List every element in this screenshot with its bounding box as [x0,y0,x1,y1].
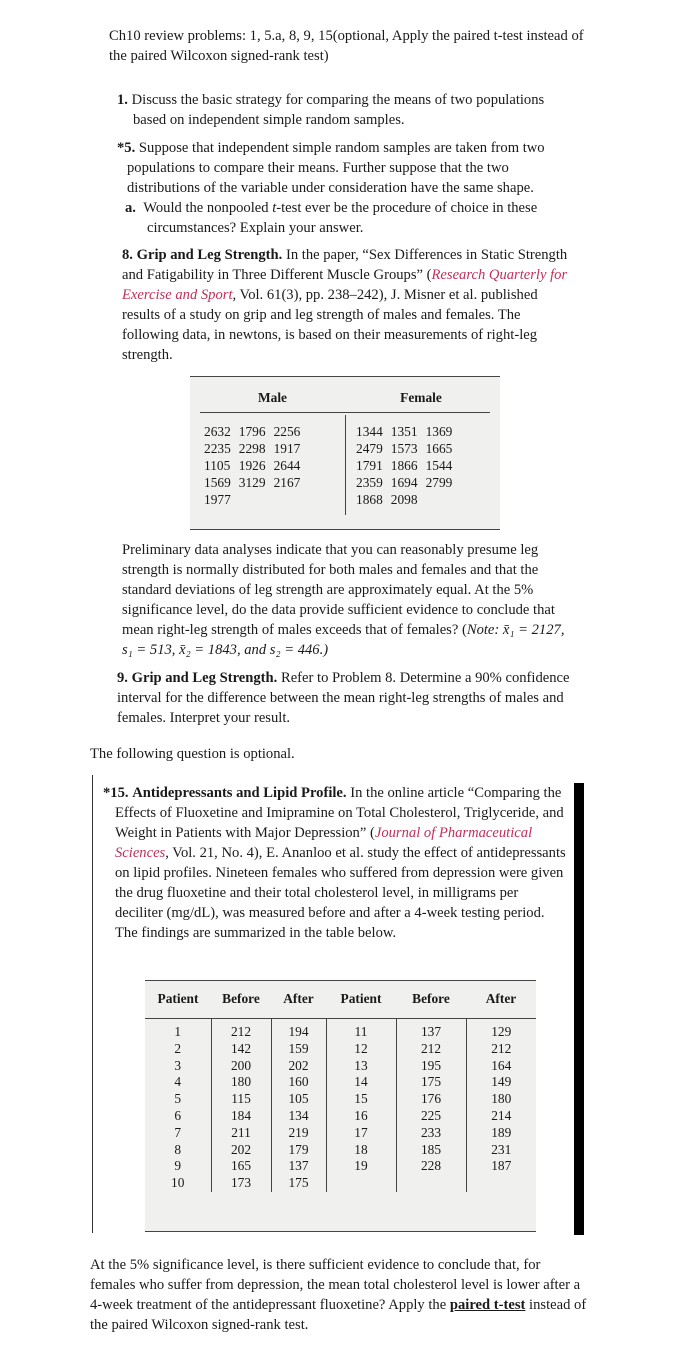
female-cell: 2479 [356,441,383,456]
table-cell: 16 [326,1108,396,1125]
table-cell: 225 [396,1108,466,1125]
female-cell: 2359 [356,475,383,490]
problem-8-continued [122,540,572,660]
table-cell: 134 [271,1108,326,1125]
table-cell: 231 [466,1142,536,1159]
female-cell: 2799 [425,475,453,490]
column-header: Patient [157,991,199,1006]
table-cell: 4 [174,1074,182,1090]
male-header: Male [258,390,287,405]
table-row [145,1108,536,1125]
female-cell: 1351 [390,424,418,439]
table-bottom-rule [190,529,500,530]
female-row [352,491,456,508]
problem-text: Refer to Problem 8. Determine a 90% confidence interval for the difference between the mean right-leg strengths of males and females. Interpret your result. [117,670,570,726]
female-cell: 1544 [425,458,453,473]
female-cell: 1573 [390,441,418,456]
male-cell: 1926 [238,458,266,473]
italic-t: t [272,200,277,216]
table-cell: 7 [174,1124,182,1140]
problem-text: In the paper, “Sex Differences in Static Strength and Fatigability in Three Different Muscle Groups” ( [122,247,568,283]
table-cell: 211 [211,1125,271,1142]
table-cell: 11 [326,1018,396,1041]
column-header: Before [412,991,450,1006]
cholesterol-table [145,980,536,1192]
female-row [352,423,456,440]
table-bottom-rule [145,1231,536,1232]
optional-right-bar [574,783,584,1235]
table-cell: 164 [466,1058,536,1075]
table-cell: 165 [211,1158,271,1175]
male-row [200,457,304,474]
table-cell: 228 [396,1158,466,1175]
table-cell: 19 [326,1158,396,1175]
male-row [200,423,304,440]
table-row [145,1018,536,1041]
table-cell: 142 [211,1041,271,1058]
male-cell: 1105 [204,458,231,473]
journal-name: Journal of Pharmaceutical Sciences [115,825,533,861]
table-cell: 105 [271,1091,326,1108]
table-cell: 160 [271,1074,326,1091]
column-header: Patient [340,991,382,1006]
female-cell: 2098 [390,492,418,507]
table-row [145,1058,536,1075]
problem-title: Antidepressants and Lipid Profile. [132,785,347,801]
table-row [145,1175,536,1192]
problem-text: Suppose that independent simple random samples are taken from two populations to compare their means. Further suppose that the two distributions of the variable under consideration have the same shape. [127,140,545,196]
male-row [200,474,304,491]
female-cell [422,491,457,508]
male-row [200,440,304,457]
part-text-2: -test ever be the procedure of choice in these circumstances? Explain your answer. [147,200,538,236]
table-cell: 233 [396,1125,466,1142]
question-text-2: instead of the paired Wilcoxon signed-rank test. [90,1297,587,1333]
table-cell: 202 [271,1058,326,1075]
table-cell: 17 [326,1125,396,1142]
problem-number: *15. [103,785,129,801]
optional-left-bar [92,775,93,1233]
female-cell: 1791 [356,458,383,473]
table-cell [466,1175,536,1192]
table-cell: 180 [466,1091,536,1108]
table-cell: 137 [396,1018,466,1041]
female-row [352,457,456,474]
table-cell: 13 [326,1058,396,1075]
table-top-rule [190,376,500,377]
problem-text: In the online article “Comparing the Effects of Fluoxetine and Imipramine on Total Cholesterol, Triglyceride, and Weight in Patients with Major Depression” ( [115,785,564,841]
problem-text: Discuss the basic strategy for comparing the means of two populations based on independent simple random samples. [131,92,545,128]
table-cell: 184 [211,1108,271,1125]
table-cell: 3 [174,1057,182,1073]
table-cell [326,1175,396,1192]
problem-15 [103,783,569,943]
male-cell [270,491,305,508]
table-cell: 18 [326,1142,396,1159]
column-header: Before [222,991,260,1006]
table-cell: 8 [174,1141,182,1157]
male-cell: 2235 [204,441,231,456]
table-cell: 2 [174,1040,182,1056]
table-row [145,1125,536,1142]
female-cell: 1665 [425,441,453,456]
table-cell: 173 [211,1175,271,1192]
page-header: Ch10 review problems: 1, 5.a, 8, 9, 15(optional, Apply the paired t-test instead of the paired Wilcoxon signed-rank test) [109,28,584,64]
table-cell: 159 [271,1041,326,1058]
problem-title: Grip and Leg Strength. [136,247,283,263]
column-header: After [283,991,314,1006]
male-cell: 2644 [273,458,301,473]
female-cell: 1694 [390,475,418,490]
male-cell: 1917 [273,441,301,456]
table-cell: 195 [396,1058,466,1075]
table-cell: 176 [396,1091,466,1108]
table-cell: 9 [174,1158,182,1174]
paired-t-test-emphasis: paired t-test [449,1297,526,1313]
table-cell: 214 [466,1108,536,1125]
table-cell: 14 [326,1074,396,1091]
column-header: After [485,991,517,1006]
table-cell: 212 [466,1041,536,1058]
problem-8 [122,245,572,365]
table-cell: 149 [466,1074,536,1091]
male-row [200,491,304,508]
female-cell: 1344 [356,424,383,439]
final-question [90,1255,588,1335]
table-cell: 137 [271,1158,326,1175]
table-row [145,1158,536,1175]
table-row [145,1041,536,1058]
table-cell: 12 [326,1041,396,1058]
female-cell: 1866 [390,458,418,473]
table-cell: 15 [326,1091,396,1108]
table-cell: 212 [396,1041,466,1058]
male-table [200,423,304,508]
note-label: Note: [466,622,500,638]
problem-number: 1. [117,92,128,108]
table-cell: 129 [466,1018,536,1041]
table-cell: 175 [271,1175,326,1192]
table-header-rule [200,412,490,413]
female-header: Female [400,390,442,405]
table-cell: 202 [211,1142,271,1159]
table-cell: 180 [211,1074,271,1091]
journal-name: Research Quarterly for Exercise and Sport [122,267,568,303]
problem-text: Preliminary data analyses indicate that you can reasonably presume leg strength is normally distributed for both males and females and that the standard deviations of leg strength are approximately equal. At the 5% significance level, do the data provide sufficient evidence to conclude that mean right-leg strength of males exceeds that of females? ( [122,542,555,638]
table-cell: 115 [211,1091,271,1108]
table-cell: 200 [211,1058,271,1075]
female-cell: 1369 [425,424,453,439]
table-cell: 194 [271,1018,326,1041]
male-cell: 2298 [238,441,266,456]
table-cell: 179 [271,1142,326,1159]
table-cell: 6 [174,1107,182,1123]
male-cell: 1569 [204,475,231,490]
table-row [145,1074,536,1091]
problem-number: 8. [122,247,133,263]
male-cell [235,491,270,508]
table-cell: 219 [271,1125,326,1142]
table-cell: 187 [466,1158,536,1175]
male-cell: 3129 [238,475,266,490]
optional-note: The following question is optional. [90,746,295,762]
table-cell: 189 [466,1125,536,1142]
question-text: At the 5% significance level, is there sufficient evidence to conclude that, for females who suffer from depression, the mean total cholesterol level is lower after a 4-week treatment of the antidepressant fluoxetine? Apply the [90,1257,581,1313]
problem-5 [117,138,572,238]
male-cell: 1796 [238,424,266,439]
table-cell [396,1175,466,1192]
part-text: Would the nonpooled [143,200,273,216]
male-cell: 2632 [204,424,231,439]
table-cell: 175 [396,1074,466,1091]
male-cell: 1977 [204,492,231,507]
table-cell: 1 [174,1024,182,1039]
table-cell: 5 [174,1091,182,1107]
female-row [352,440,456,457]
problem-text-2: , Vol. 61(3), pp. 238–242), J. Misner et al. published results of a study on grip and leg strength of males and females. The following data, in newtons, is based on their measurements of right-leg strength. [122,287,538,363]
female-row [352,474,456,491]
problem-number: 9. [117,670,128,686]
problem-title: Grip and Leg Strength. [131,670,278,686]
table-row [145,1091,536,1108]
problem-number: *5. [117,140,136,156]
problem-1 [117,90,572,130]
part-label: a. [125,200,136,216]
table-row [145,1142,536,1159]
male-cell: 2167 [273,475,301,490]
female-cell: 1868 [356,492,383,507]
problem-text-2: , Vol. 21, No. 4), E. Ananloo et al. study the effect of antidepressants on lipid profiles. Nineteen females who suffered from depression were given the drug fluoxetine and their total cholesterol level, in milligrams per deciliter (mg/dL), was measured before and after a 4-week testing period. The findings are summarized in the table below. [115,845,566,941]
male-female-divider [345,415,346,515]
female-table [352,423,456,508]
table-cell: 212 [211,1018,271,1041]
male-cell: 2256 [273,424,301,439]
table-cell: 10 [171,1175,185,1191]
summary-stats: x̄₁ = 2127, s₁ = 513, x̄₂ = 1843, and s₂ = 446.) [122,622,565,658]
table-cell: 185 [396,1142,466,1159]
problem-9 [117,668,572,728]
